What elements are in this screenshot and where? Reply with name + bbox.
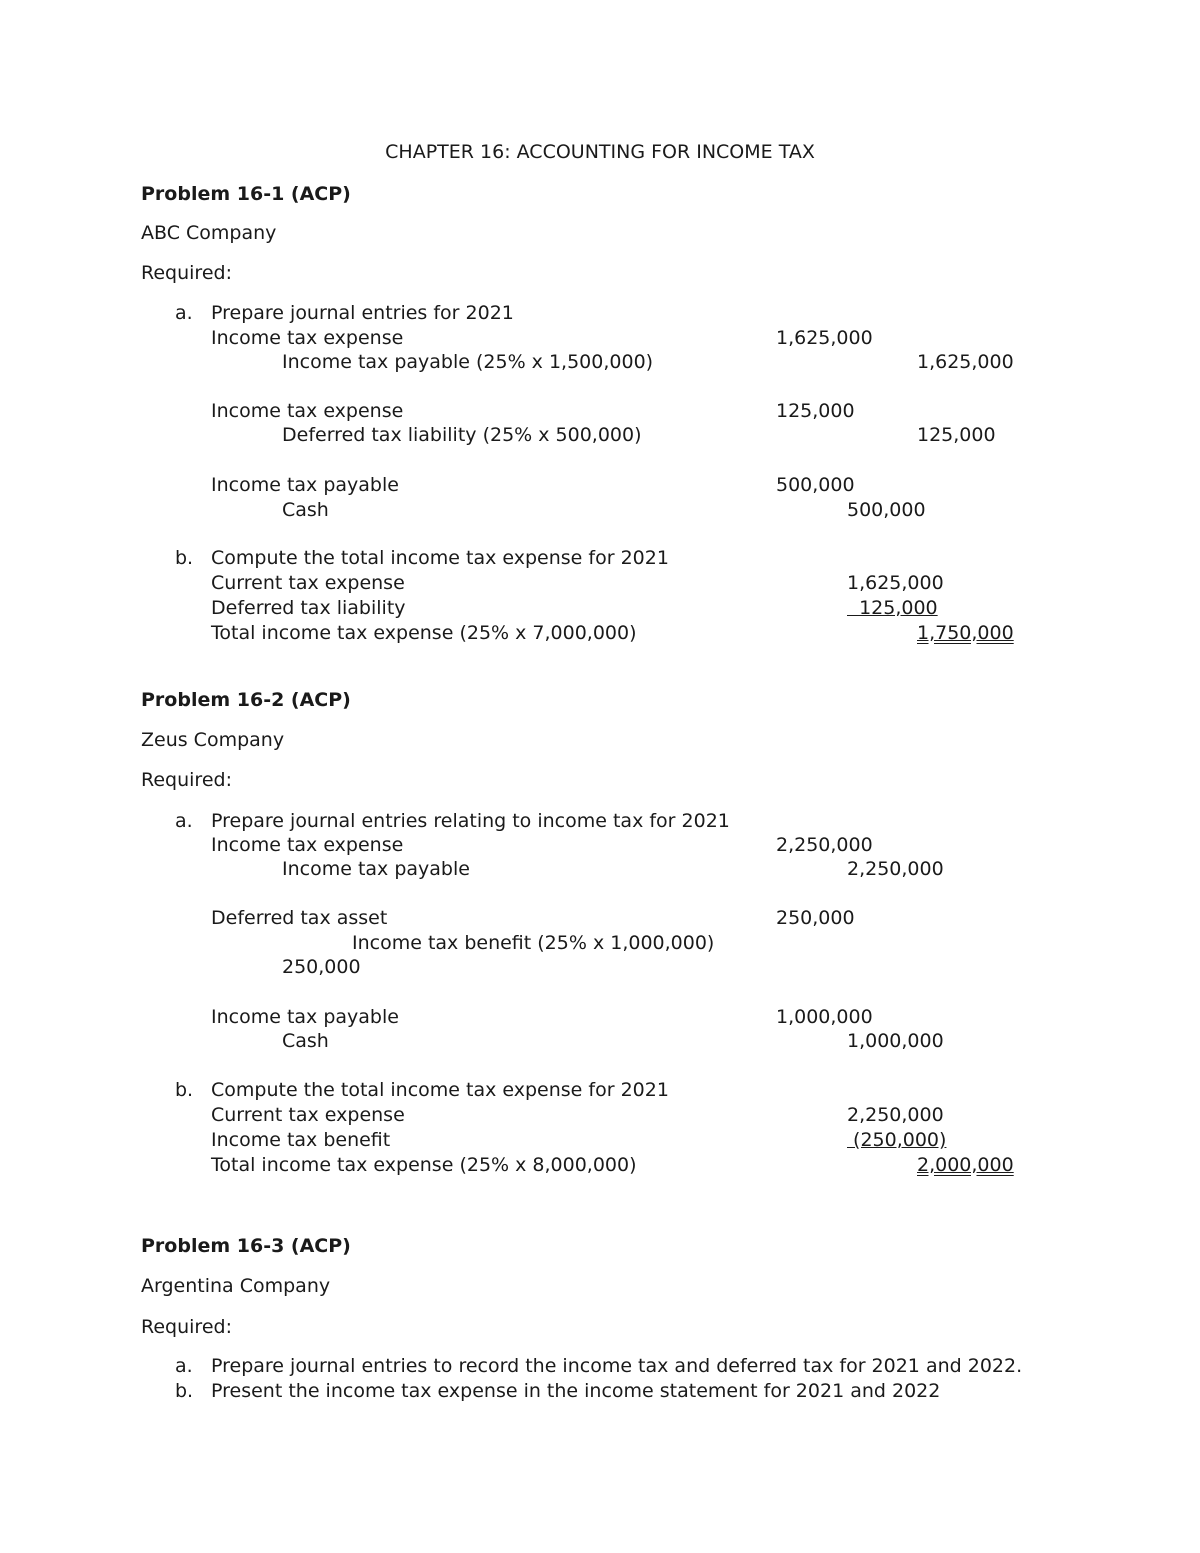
debit-account: Income tax expense xyxy=(211,327,404,349)
computation-amount: (250,000) xyxy=(847,1129,947,1151)
credit-amount: 1,625,000 xyxy=(917,351,1014,373)
instruction-text: Prepare journal entries relating to income tax for 2021 xyxy=(211,810,730,832)
credit-account: Income tax payable (25% x 1,500,000) xyxy=(282,351,654,373)
debit-account: Income tax payable xyxy=(211,474,399,496)
instruction-text: Present the income tax expense in the income statement for 2021 and 2022 xyxy=(211,1380,941,1402)
computation-label: Current tax expense xyxy=(211,572,405,594)
company-name: Argentina Company xyxy=(141,1275,331,1297)
debit-account: Income tax payable xyxy=(211,1006,399,1028)
chapter-title: CHAPTER 16: ACCOUNTING FOR INCOME TAX xyxy=(385,141,815,163)
instruction-text: Prepare journal entries to record the income tax and deferred tax for 2021 and 2022. xyxy=(211,1355,1023,1377)
credit-amount: 250,000 xyxy=(282,956,361,978)
total-label: Total income tax expense (25% x 8,000,000) xyxy=(211,1154,637,1176)
debit-amount: 125,000 xyxy=(776,400,855,422)
required-label: Required: xyxy=(141,262,232,284)
debit-account: Income tax expense xyxy=(211,834,404,856)
credit-amount: 1,000,000 xyxy=(847,1030,944,1052)
debit-amount: 2,250,000 xyxy=(776,834,873,856)
list-marker: b. xyxy=(175,547,194,569)
instruction-text: Compute the total income tax expense for 2021 xyxy=(211,1079,669,1101)
company-name: ABC Company xyxy=(141,222,277,244)
total-amount: 2,000,000 xyxy=(917,1154,1014,1176)
list-marker: b. xyxy=(175,1380,194,1402)
problem-heading: Problem 16-2 (ACP) xyxy=(141,689,351,711)
computation-amount: 2,250,000 xyxy=(847,1104,944,1126)
computation-label: Current tax expense xyxy=(211,1104,405,1126)
computation-label: Deferred tax liability xyxy=(211,597,406,619)
credit-account: Deferred tax liability (25% x 500,000) xyxy=(282,424,642,446)
computation-amount: 1,625,000 xyxy=(847,572,944,594)
credit-account: Income tax benefit (25% x 1,000,000) xyxy=(352,932,715,954)
debit-amount: 500,000 xyxy=(776,474,855,496)
debit-amount: 250,000 xyxy=(776,907,855,929)
problem-heading: Problem 16-3 (ACP) xyxy=(141,1235,351,1257)
required-label: Required: xyxy=(141,769,232,791)
total-label: Total income tax expense (25% x 7,000,000) xyxy=(211,622,637,644)
computation-amount: 125,000 xyxy=(847,597,938,619)
required-label: Required: xyxy=(141,1316,232,1338)
list-marker: b. xyxy=(175,1079,194,1101)
debit-account: Deferred tax asset xyxy=(211,907,388,929)
debit-amount: 1,000,000 xyxy=(776,1006,873,1028)
list-marker: a. xyxy=(175,1355,193,1377)
company-name: Zeus Company xyxy=(141,729,285,751)
debit-account: Income tax expense xyxy=(211,400,404,422)
credit-account: Income tax payable xyxy=(282,858,470,880)
credit-amount: 500,000 xyxy=(847,499,926,521)
credit-amount: 125,000 xyxy=(917,424,996,446)
credit-amount: 2,250,000 xyxy=(847,858,944,880)
credit-account: Cash xyxy=(282,1030,329,1052)
list-marker: a. xyxy=(175,302,193,324)
problem-heading: Problem 16-1 (ACP) xyxy=(141,183,351,205)
instruction-text: Compute the total income tax expense for 2021 xyxy=(211,547,669,569)
credit-account: Cash xyxy=(282,499,329,521)
list-marker: a. xyxy=(175,810,193,832)
debit-amount: 1,625,000 xyxy=(776,327,873,349)
total-amount: 1,750,000 xyxy=(917,622,1014,644)
computation-label: Income tax benefit xyxy=(211,1129,391,1151)
instruction-text: Prepare journal entries for 2021 xyxy=(211,302,514,324)
